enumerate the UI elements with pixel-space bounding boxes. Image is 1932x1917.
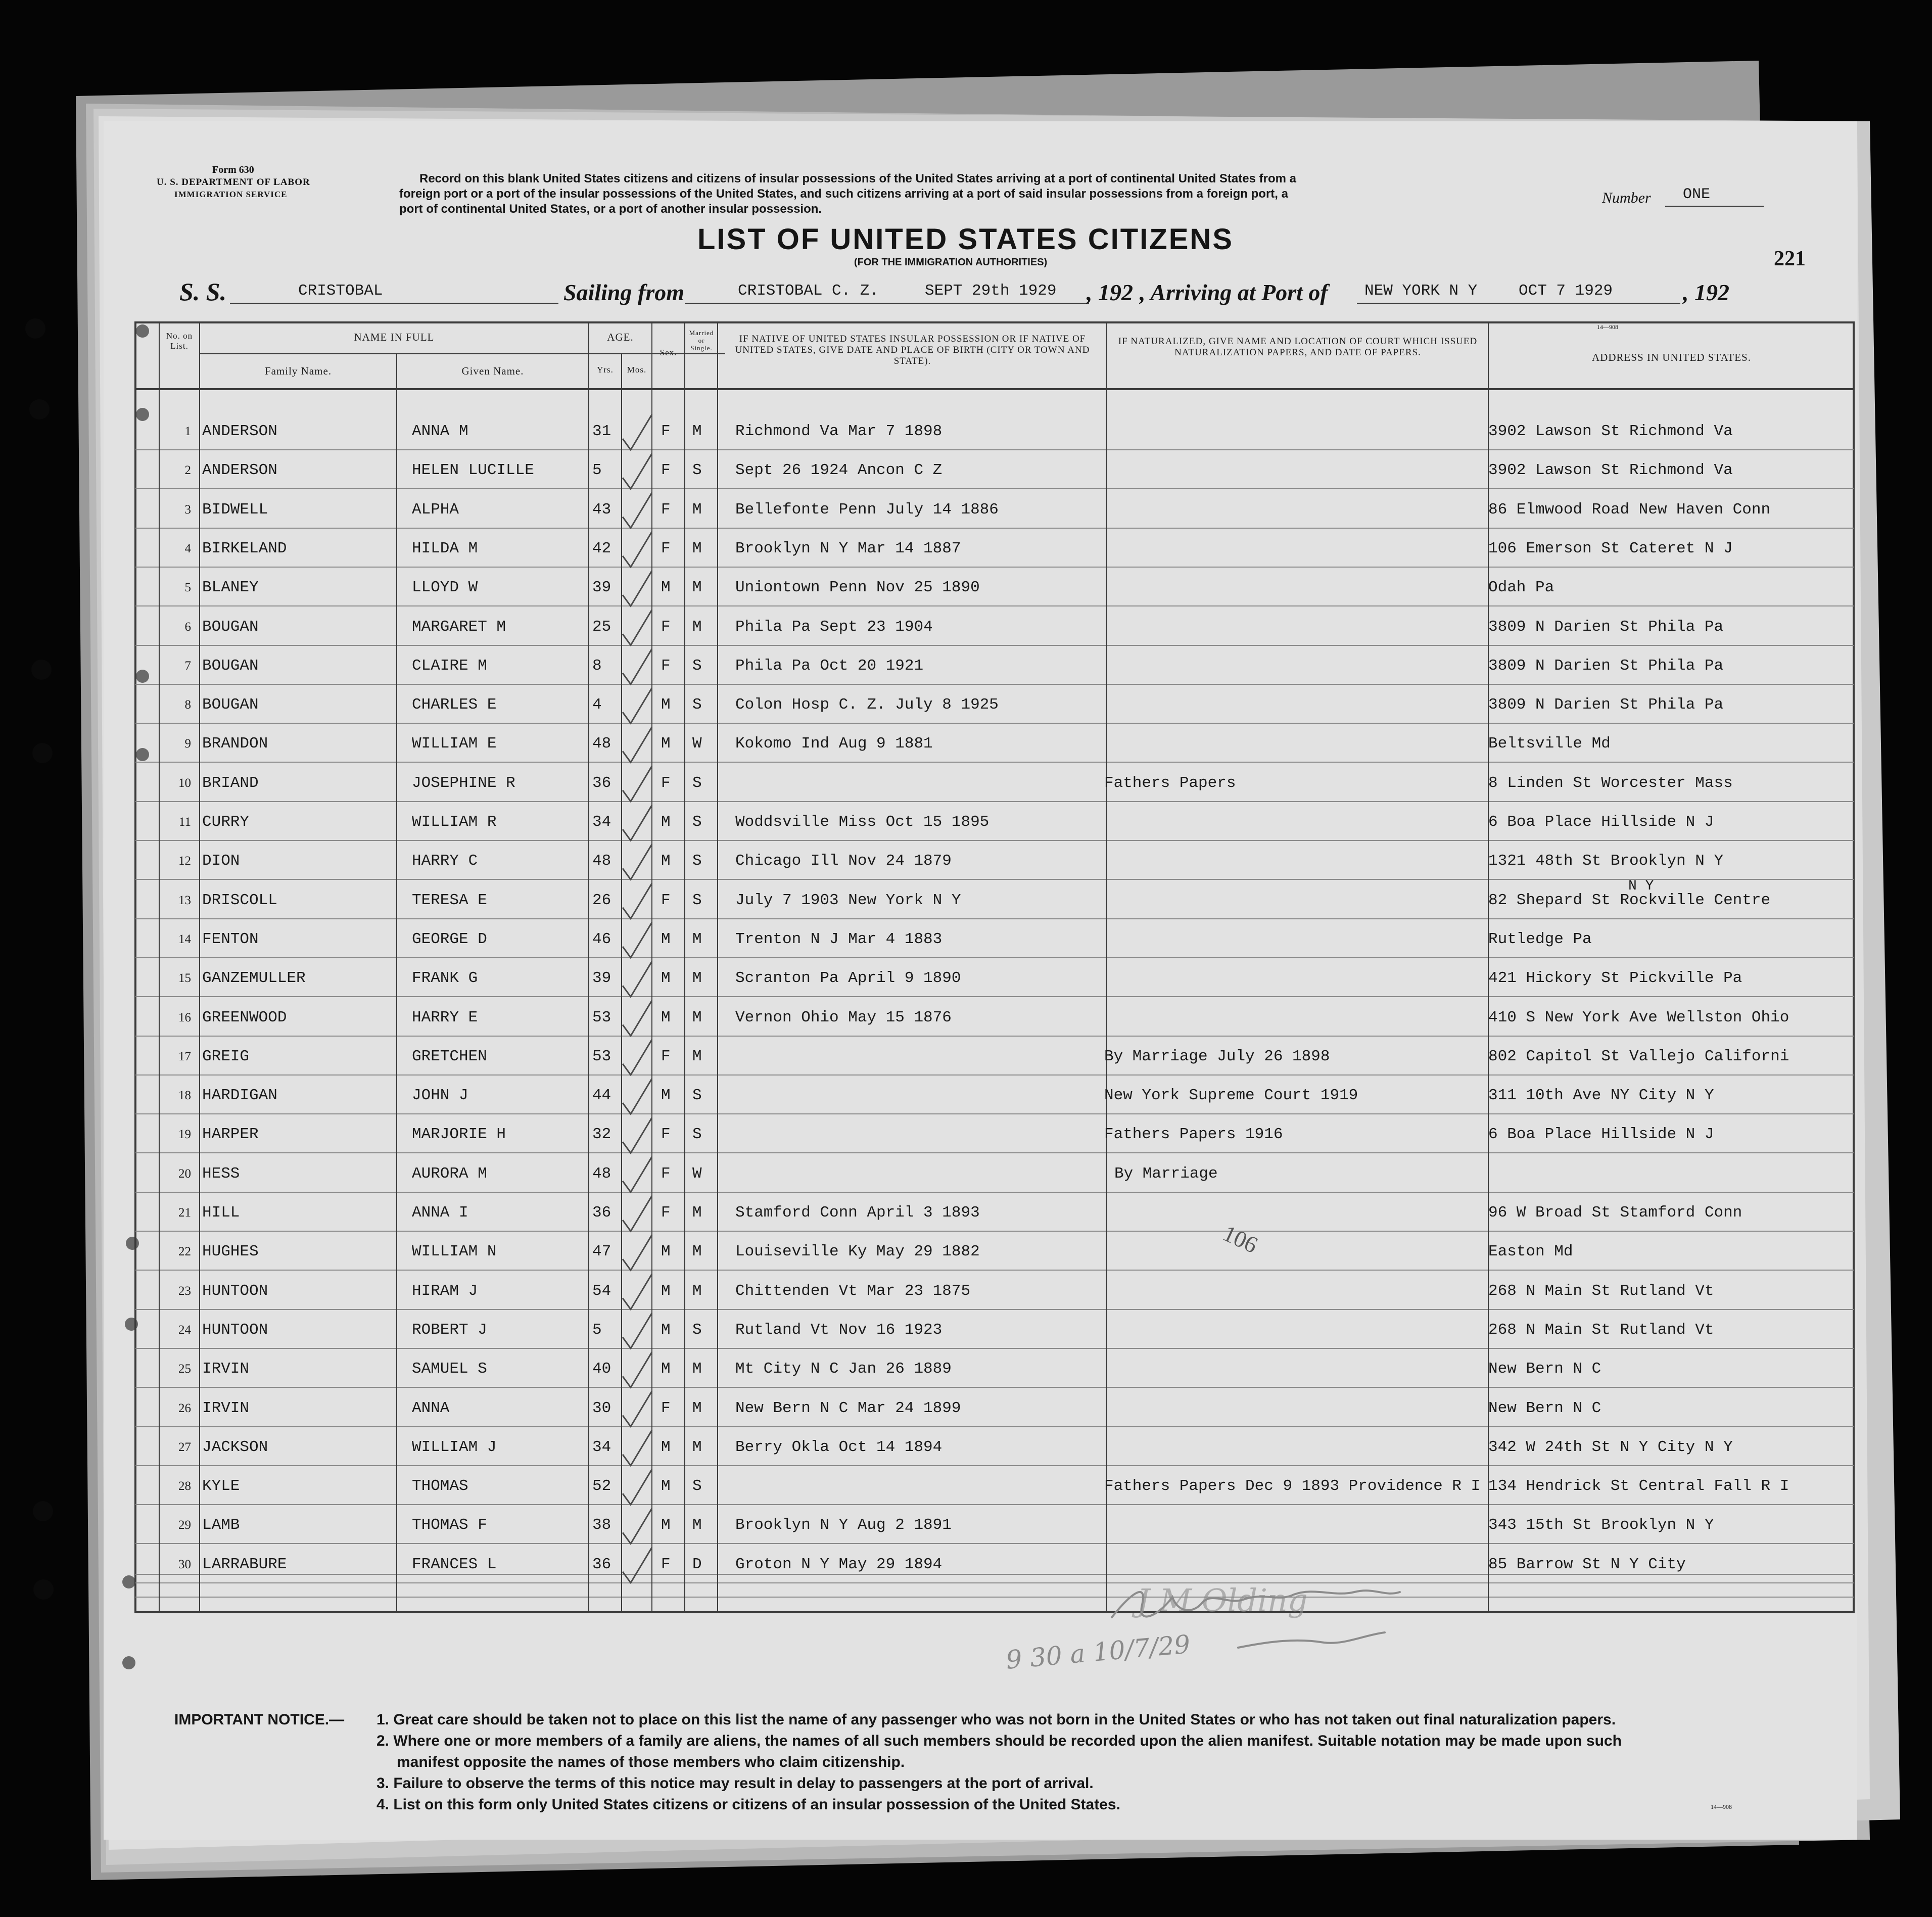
sailing-label: Sailing from: [563, 279, 685, 305]
given-name-cell: WILLIAM J: [412, 1438, 497, 1456]
marital-status-cell: S: [692, 696, 702, 714]
list-number-cell: 16: [178, 1010, 191, 1024]
list-number-cell: 9: [184, 737, 191, 751]
marital-status-cell: S: [692, 891, 702, 909]
family-name-cell: GREIG: [202, 1047, 250, 1065]
list-number-cell: 19: [178, 1128, 191, 1142]
header-name-in-full: NAME IN FULL: [354, 331, 435, 343]
address-cell: 96 W Broad St Stamford Conn: [1488, 1204, 1742, 1222]
marital-status-cell: M: [692, 1243, 702, 1261]
list-number-cell: 8: [184, 698, 191, 712]
address-cell: 134 Hendrick St Central Fall R I: [1488, 1477, 1789, 1495]
list-number-cell: 30: [178, 1557, 191, 1571]
sex-cell: M: [661, 1087, 671, 1105]
birthplace-cell: Louiseville Ky May 29 1882: [735, 1243, 980, 1261]
marital-status-cell: M: [692, 579, 702, 597]
age-years-cell: 34: [592, 813, 611, 831]
marital-status-cell: S: [692, 1321, 702, 1339]
family-name-cell: HILL: [202, 1204, 240, 1222]
list-number-cell: 12: [178, 854, 191, 868]
header-native-birth: IF NATIVE OF UNITED STATES INSULAR POSSESSION OR IF NATIVE OF UNITED STATES, GIVE DATE AND PLACE OF BIRTH (CITY OR TOWN AND STATE).: [735, 334, 1090, 366]
list-number-cell: 1: [184, 425, 191, 438]
sex-cell: F: [661, 423, 671, 440]
departure-port: CRISTOBAL C. Z.: [738, 282, 879, 300]
family-name-cell: JACKSON: [202, 1438, 268, 1456]
sex-cell: M: [661, 1321, 671, 1339]
marital-status-cell: M: [692, 1204, 702, 1222]
sex-cell: M: [661, 735, 671, 753]
address-continuation: N Y: [1628, 878, 1654, 894]
sex-cell: F: [661, 618, 671, 636]
list-number-cell: 22: [178, 1245, 191, 1259]
sex-cell: M: [661, 1243, 671, 1261]
naturalization-cell: Fathers Papers Dec 9 1893 Providence R I: [1104, 1477, 1481, 1495]
family-name-cell: FENTON: [202, 930, 259, 948]
header-years: Yrs.: [597, 365, 614, 375]
age-years-cell: 48: [592, 735, 611, 753]
list-number-cell: 24: [178, 1323, 191, 1337]
family-name-cell: KYLE: [202, 1477, 240, 1495]
naturalization-cell: Fathers Papers: [1104, 774, 1236, 792]
address-cell: 311 10th Ave NY City N Y: [1488, 1087, 1714, 1105]
age-years-cell: 31: [592, 423, 611, 440]
given-name-cell: THOMAS F: [412, 1516, 487, 1534]
naturalization-cell: New York Supreme Court 1919: [1104, 1087, 1358, 1105]
given-name-cell: LLOYD W: [412, 579, 478, 597]
given-name-cell: ANNA I: [412, 1204, 468, 1222]
birthplace-cell: July 7 1903 New York N Y: [735, 891, 961, 909]
given-name-cell: WILLIAM N: [412, 1243, 497, 1261]
notice-item-1: 1. Great care should be taken not to place on this list the name of any passenger who was not born in the United States or who has not taken out final naturalization papers.: [376, 1711, 1616, 1728]
marital-status-cell: M: [692, 1438, 702, 1456]
header-married-single: Married or Single.: [689, 329, 714, 352]
age-years-cell: 36: [592, 1204, 611, 1222]
marital-status-cell: M: [692, 539, 702, 557]
list-number-cell: 17: [178, 1049, 191, 1063]
naturalization-cell: Fathers Papers 1916: [1104, 1126, 1283, 1144]
age-years-cell: 43: [592, 500, 611, 519]
sex-cell: F: [661, 657, 671, 675]
birthplace-cell: Groton N Y May 29 1894: [735, 1555, 943, 1573]
marital-status-cell: M: [692, 1360, 702, 1378]
family-name-cell: BLANEY: [202, 579, 259, 597]
given-name-cell: WILLIAM E: [412, 735, 497, 753]
address-cell: 421 Hickory St Pickville Pa: [1488, 969, 1742, 988]
sex-cell: M: [661, 813, 671, 831]
sex-cell: M: [661, 930, 671, 948]
address-cell: Odah Pa: [1488, 579, 1554, 597]
family-name-cell: HARDIGAN: [202, 1087, 277, 1105]
marital-status-cell: M: [692, 969, 702, 988]
family-name-cell: CURRY: [202, 813, 250, 831]
given-name-cell: SAMUEL S: [412, 1360, 487, 1378]
given-name-cell: ANNA: [412, 1399, 450, 1417]
header-age: AGE.: [607, 331, 634, 343]
list-number-cell: 25: [178, 1362, 191, 1376]
header-months: Mos.: [627, 365, 647, 375]
sex-cell: M: [661, 1360, 671, 1378]
marital-status-cell: W: [692, 1164, 702, 1183]
list-number-cell: 11: [178, 815, 191, 829]
family-name-cell: BIRKELAND: [202, 539, 287, 557]
sex-cell: F: [661, 461, 671, 480]
sex-cell: M: [661, 1282, 671, 1300]
sex-cell: M: [661, 1477, 671, 1495]
birthplace-cell: Bellefonte Penn July 14 1886: [735, 500, 999, 519]
age-years-cell: 5: [592, 1321, 602, 1339]
marital-status-cell: M: [692, 1282, 702, 1300]
age-years-cell: 38: [592, 1516, 611, 1534]
footer-printer-mark: 14—908: [1711, 1803, 1732, 1810]
arrival-port: NEW YORK N Y: [1364, 282, 1478, 300]
marital-status-cell: M: [692, 618, 702, 636]
page-stamp: 221: [1774, 247, 1806, 270]
list-number-cell: 28: [178, 1479, 191, 1493]
given-name-cell: MARGARET M: [412, 618, 506, 636]
marital-status-cell: W: [692, 735, 702, 753]
notice-item-3: 3. Failure to observe the terms of this notice may result in delay to passengers at the port of arrival.: [376, 1775, 1094, 1792]
list-number-cell: 26: [178, 1401, 191, 1415]
address-cell: 3902 Lawson St Richmond Va: [1488, 423, 1733, 440]
age-years-cell: 39: [592, 969, 611, 988]
age-years-cell: 26: [592, 891, 611, 909]
ss-label: S. S.: [179, 277, 227, 306]
header-address: ADDRESS IN UNITED STATES.: [1592, 351, 1751, 363]
age-years-cell: 5: [592, 461, 602, 480]
arriving-label: , Arriving at Port of: [1140, 279, 1328, 305]
family-name-cell: BOUGAN: [202, 618, 259, 636]
instructions-line-3: port of continental United States, or a port of another insular possession.: [399, 202, 822, 216]
departure-date: SEPT 29th 1929: [925, 282, 1057, 300]
list-number-cell: 18: [178, 1089, 191, 1103]
stamp-number: 106: [1219, 1220, 1262, 1258]
address-cell: 6 Boa Place Hillside N J: [1488, 813, 1714, 831]
family-name-cell: HUNTOON: [202, 1321, 268, 1339]
year-prefix-1: , 192: [1087, 279, 1133, 305]
age-years-cell: 32: [592, 1126, 611, 1144]
family-name-cell: HUGHES: [202, 1243, 259, 1261]
sex-cell: M: [661, 852, 671, 870]
notice-heading: IMPORTANT NOTICE.—: [174, 1711, 345, 1728]
given-name-cell: HIRAM J: [412, 1282, 478, 1300]
address-cell: 268 N Main St Rutland Vt: [1488, 1321, 1714, 1339]
birthplace-cell: Uniontown Penn Nov 25 1890: [735, 579, 980, 597]
marital-status-cell: S: [692, 774, 702, 792]
address-cell: Beltsville Md: [1488, 735, 1611, 753]
marital-status-cell: S: [692, 1477, 702, 1495]
address-cell: 86 Elmwood Road New Haven Conn: [1488, 500, 1771, 519]
sex-cell: M: [661, 969, 671, 988]
list-number-cell: 2: [184, 463, 191, 478]
marital-status-cell: M: [692, 423, 702, 440]
marital-status-cell: S: [692, 1087, 702, 1105]
marital-status-cell: M: [692, 1399, 702, 1417]
birthplace-cell: Brooklyn N Y Mar 14 1887: [735, 539, 961, 557]
address-cell: 3902 Lawson St Richmond Va: [1488, 461, 1733, 480]
list-number-cell: 20: [178, 1166, 191, 1181]
address-cell: Rutledge Pa: [1488, 930, 1592, 948]
address-cell: 410 S New York Ave Wellston Ohio: [1488, 1008, 1789, 1026]
birthplace-cell: Mt City N C Jan 26 1889: [735, 1360, 952, 1378]
age-years-cell: 53: [592, 1008, 611, 1026]
notice-item-4: 4. List on this form only United States citizens or citizens of an insular possession of the United States.: [376, 1796, 1120, 1813]
notice-item-2: 2. Where one or more members of a family are aliens, the names of all such members should be recorded upon the alien manifest. Suitable notation may be made upon such: [376, 1733, 1622, 1749]
age-years-cell: 54: [592, 1282, 611, 1300]
age-years-cell: 36: [592, 774, 611, 792]
header-sex: Sex.: [659, 348, 677, 357]
birthplace-cell: Woddsville Miss Oct 15 1895: [735, 813, 989, 831]
family-name-cell: BRIAND: [202, 774, 259, 792]
list-number-cell: 5: [184, 581, 191, 595]
birthplace-cell: Chittenden Vt Mar 23 1875: [735, 1282, 971, 1300]
marital-status-cell: D: [692, 1555, 702, 1573]
address-cell: 8 Linden St Worcester Mass: [1488, 774, 1733, 792]
sex-cell: F: [661, 891, 671, 909]
sex-cell: M: [661, 696, 671, 714]
address-cell: New Bern N C: [1488, 1360, 1601, 1378]
birthplace-cell: Vernon Ohio May 15 1876: [735, 1008, 952, 1026]
given-name-cell: HARRY E: [412, 1008, 478, 1026]
address-cell: 3809 N Darien St Phila Pa: [1488, 696, 1724, 714]
address-cell: 82 Shepard St Rockville Centre: [1488, 891, 1771, 909]
family-name-cell: GANZEMULLER: [202, 969, 306, 988]
sex-cell: M: [661, 1438, 671, 1456]
given-name-cell: ALPHA: [412, 500, 459, 519]
given-name-cell: WILLIAM R: [412, 813, 497, 831]
marital-status-cell: M: [692, 1047, 702, 1065]
age-years-cell: 36: [592, 1555, 611, 1573]
address-cell: 268 N Main St Rutland Vt: [1488, 1282, 1714, 1300]
birthplace-cell: Sept 26 1924 Ancon C Z: [735, 461, 943, 480]
inspector-signature: J M Olding: [1137, 1582, 1308, 1619]
list-number-cell: 21: [178, 1206, 191, 1220]
family-name-cell: DION: [202, 852, 240, 870]
age-years-cell: 47: [592, 1243, 611, 1261]
family-name-cell: DRISCOLL: [202, 891, 277, 909]
sex-cell: M: [661, 1008, 671, 1026]
sex-cell: F: [661, 1555, 671, 1573]
address-cell: 3809 N Darien St Phila Pa: [1488, 657, 1724, 675]
naturalization-cell: By Marriage July 26 1898: [1104, 1047, 1330, 1065]
list-number-cell: 23: [178, 1284, 191, 1298]
ship-name: CRISTOBAL: [298, 282, 383, 300]
address-cell: 85 Barrow St N Y City: [1488, 1555, 1686, 1573]
department-name: U. S. DEPARTMENT OF LABOR: [157, 177, 310, 188]
marital-status-cell: S: [692, 852, 702, 870]
instructions-line-1: Record on this blank United States citizens and citizens of insular possessions of the United States arriving at a port of continental United States from a: [419, 172, 1296, 185]
service-name: IMMIGRATION SERVICE: [174, 190, 288, 199]
birthplace-cell: Phila Pa Oct 20 1921: [735, 657, 924, 675]
age-years-cell: 39: [592, 579, 611, 597]
birthplace-cell: Colon Hosp C. Z. July 8 1925: [735, 696, 999, 714]
age-years-cell: 48: [592, 852, 611, 870]
given-name-cell: GRETCHEN: [412, 1047, 487, 1065]
marital-status-cell: M: [692, 1008, 702, 1026]
form-number: Form 630: [212, 164, 254, 175]
address-cell: New Bern N C: [1488, 1399, 1601, 1417]
marital-status-cell: S: [692, 461, 702, 480]
list-number-cell: 14: [178, 932, 191, 946]
address-cell: 342 W 24th St N Y City N Y: [1488, 1438, 1733, 1456]
age-years-cell: 44: [592, 1087, 611, 1105]
family-name-cell: GREENWOOD: [202, 1008, 287, 1026]
list-number-cell: 7: [184, 659, 191, 673]
birthplace-cell: Scranton Pa April 9 1890: [735, 969, 961, 988]
birthplace-cell: Rutland Vt Nov 16 1923: [735, 1321, 943, 1339]
list-number-cell: 4: [184, 541, 191, 555]
given-name-cell: THOMAS: [412, 1477, 468, 1495]
list-number-cell: 27: [178, 1440, 191, 1454]
given-name-cell: ANNA M: [412, 423, 468, 440]
age-years-cell: 46: [592, 930, 611, 948]
given-name-cell: FRANCES L: [412, 1555, 497, 1573]
family-name-cell: IRVIN: [202, 1360, 250, 1378]
age-years-cell: 48: [592, 1164, 611, 1183]
given-name-cell: JOSEPHINE R: [412, 774, 515, 792]
header-list-number: No. on List.: [166, 331, 193, 351]
birthplace-cell: Stamford Conn April 3 1893: [735, 1204, 980, 1222]
notice-item-2-cont: manifest opposite the names of those members who claim citizenship.: [397, 1754, 905, 1770]
sex-cell: F: [661, 539, 671, 557]
list-number-cell: 10: [178, 776, 191, 790]
header-family-name: Family Name.: [264, 365, 332, 377]
sex-cell: F: [661, 1399, 671, 1417]
given-name-cell: MARJORIE H: [412, 1126, 506, 1144]
sex-cell: F: [661, 1126, 671, 1144]
marital-status-cell: S: [692, 657, 702, 675]
given-name-cell: CHARLES E: [412, 696, 497, 714]
list-number-cell: 6: [184, 620, 191, 634]
family-name-cell: LAMB: [202, 1516, 240, 1534]
age-years-cell: 34: [592, 1438, 611, 1456]
arrival-date: OCT 7 1929: [1519, 282, 1613, 300]
marital-status-cell: S: [692, 813, 702, 831]
age-years-cell: 4: [592, 696, 602, 714]
age-years-cell: 40: [592, 1360, 611, 1378]
given-name-cell: AURORA M: [412, 1164, 487, 1183]
family-name-cell: IRVIN: [202, 1399, 250, 1417]
page-subtitle: (FOR THE IMMIGRATION AUTHORITIES): [854, 257, 1048, 268]
list-number-cell: 3: [184, 502, 191, 517]
page-title: LIST OF UNITED STATES CITIZENS: [697, 223, 1234, 256]
address-cell: 1321 48th St Brooklyn N Y: [1488, 852, 1724, 870]
age-years-cell: 42: [592, 539, 611, 557]
year-prefix-2: , 192: [1683, 279, 1729, 305]
age-years-cell: 8: [592, 657, 602, 675]
birthplace-cell: Berry Okla Oct 14 1894: [735, 1438, 943, 1456]
address-cell: 3809 N Darien St Phila Pa: [1488, 618, 1724, 636]
family-name-cell: ANDERSON: [202, 423, 277, 440]
sex-cell: F: [661, 1204, 671, 1222]
family-name-cell: BIDWELL: [202, 500, 268, 519]
address-cell: 802 Capitol St Vallejo Californi: [1488, 1047, 1789, 1065]
naturalization-cell: By Marriage: [1114, 1164, 1218, 1183]
family-name-cell: BRANDON: [202, 735, 268, 753]
sex-cell: F: [661, 774, 671, 792]
sex-cell: M: [661, 1516, 671, 1534]
family-name-cell: ANDERSON: [202, 461, 277, 480]
list-number-cell: 29: [178, 1518, 191, 1532]
header-given-name: Given Name.: [461, 365, 524, 377]
given-name-cell: TERESA E: [412, 891, 487, 909]
instructions-line-2: foreign port or a port of the insular possessions of the United States, and such citizens arriving at a port of said insular possessions from a foreign port, a: [399, 187, 1288, 201]
family-name-cell: BOUGAN: [202, 657, 259, 675]
marital-status-cell: M: [692, 1516, 702, 1534]
birthplace-cell: Richmond Va Mar 7 1898: [735, 423, 943, 440]
family-name-cell: HARPER: [202, 1126, 259, 1144]
family-name-cell: HESS: [202, 1164, 240, 1183]
address-cell: 106 Emerson St Cateret N J: [1488, 539, 1733, 557]
number-label: Number: [1602, 190, 1651, 206]
given-name-cell: HELEN LUCILLE: [412, 461, 534, 480]
given-name-cell: CLAIRE M: [412, 657, 487, 675]
age-years-cell: 25: [592, 618, 611, 636]
age-years-cell: 52: [592, 1477, 611, 1495]
birthplace-cell: Phila Pa Sept 23 1904: [735, 618, 933, 636]
age-years-cell: 30: [592, 1399, 611, 1417]
birthplace-cell: Chicago Ill Nov 24 1879: [735, 852, 952, 870]
sex-cell: F: [661, 1164, 671, 1183]
list-number-cell: 15: [178, 971, 191, 986]
given-name-cell: FRANK G: [412, 969, 478, 988]
given-name-cell: ROBERT J: [412, 1321, 487, 1339]
birthplace-cell: New Bern N C Mar 24 1899: [735, 1399, 961, 1417]
given-name-cell: HILDA M: [412, 539, 478, 557]
family-name-cell: LARRABURE: [202, 1555, 287, 1573]
given-name-cell: JOHN J: [412, 1087, 468, 1105]
marital-status-cell: S: [692, 1126, 702, 1144]
address-cell: Easton Md: [1488, 1243, 1573, 1261]
marital-status-cell: M: [692, 500, 702, 519]
sex-cell: F: [661, 500, 671, 519]
birthplace-cell: Trenton N J Mar 4 1883: [735, 930, 943, 948]
inspection-note: 9 30 a 10/7/29: [1005, 1629, 1192, 1675]
sex-cell: F: [661, 1047, 671, 1065]
family-name-cell: BOUGAN: [202, 696, 259, 714]
birthplace-cell: Brooklyn N Y Aug 2 1891: [735, 1516, 952, 1534]
given-name-cell: GEORGE D: [412, 930, 487, 948]
sex-cell: M: [661, 579, 671, 597]
age-years-cell: 53: [592, 1047, 611, 1065]
address-cell: 6 Boa Place Hillside N J: [1488, 1126, 1714, 1144]
marital-status-cell: M: [692, 930, 702, 948]
header-naturalized: IF NATURALIZED, GIVE NAME AND LOCATION OF COURT WHICH ISSUED NATURALIZATION PAPERS, AND DATE OF PAPERS.: [1118, 336, 1478, 358]
list-number-cell: 13: [178, 893, 191, 907]
printer-mark: 14—908: [1597, 323, 1618, 331]
family-name-cell: HUNTOON: [202, 1282, 268, 1300]
birthplace-cell: Kokomo Ind Aug 9 1881: [735, 735, 933, 753]
number-value: ONE: [1683, 186, 1711, 203]
given-name-cell: HARRY C: [412, 852, 478, 870]
address-cell: 343 15th St Brooklyn N Y: [1488, 1516, 1714, 1534]
